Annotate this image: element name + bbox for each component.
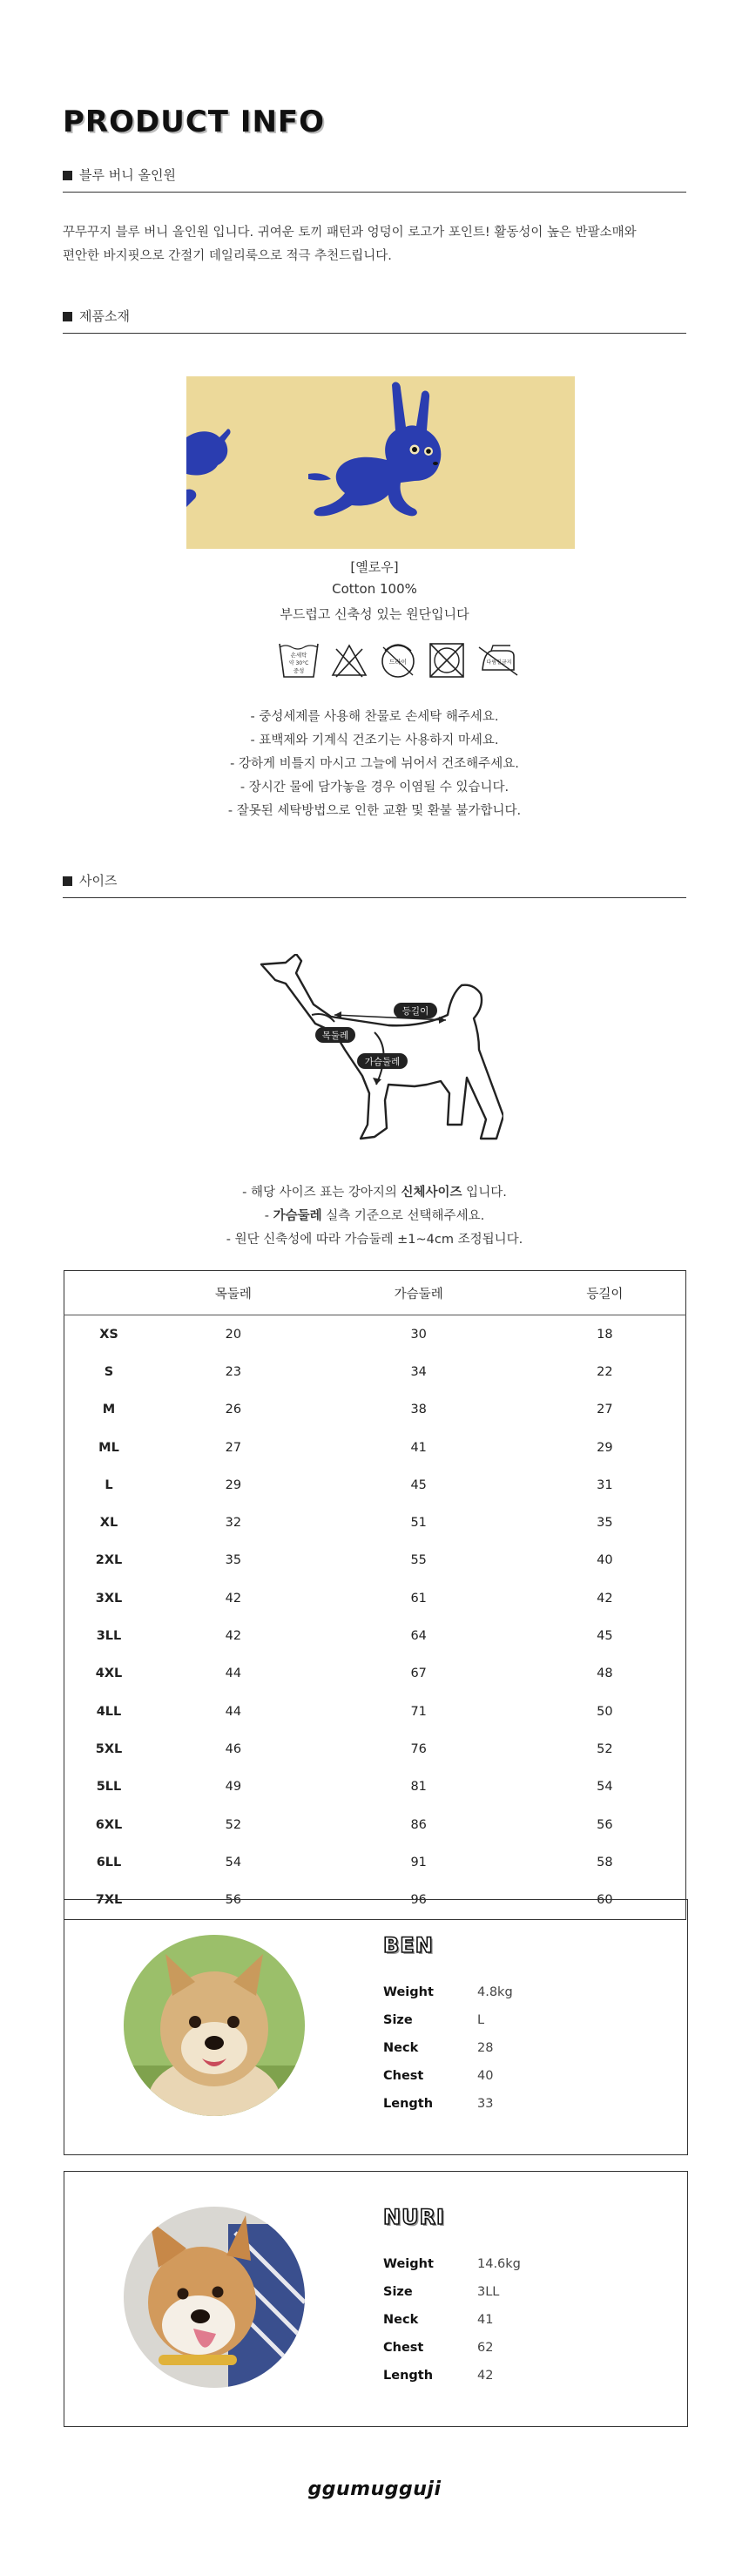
chest-cell: 38 — [410, 1403, 427, 1417]
neck-cell: 46 — [225, 1741, 242, 1756]
no-tumble-dry-icon — [427, 640, 467, 680]
table-row — [64, 1391, 686, 1429]
neck-cell: 49 — [225, 1780, 242, 1795]
model-spec-weight: Weight 14.6kg — [383, 2257, 521, 2271]
table-row — [64, 1655, 686, 1693]
back-length-cell: 42 — [597, 1591, 613, 1606]
chest-cell: 96 — [410, 1893, 427, 1908]
neck-cell: 35 — [225, 1553, 242, 1568]
table-row — [64, 1542, 686, 1579]
model-spec-chest: Chest 40 — [383, 2069, 494, 2083]
size-cell: 2XL — [95, 1553, 123, 1568]
hand-wash-icon — [277, 640, 321, 680]
model-photo-nuri — [124, 2207, 305, 2388]
care-note: - 장시간 물에 담가놓을 경우 이염될 수 있습니다. — [240, 781, 509, 794]
square-bullet-icon — [63, 876, 72, 886]
model-name: NURI — [383, 2205, 445, 2229]
size-notes — [0, 1181, 749, 1252]
table-row — [64, 1768, 686, 1806]
back-length-label: 등길이 — [401, 1006, 429, 1017]
model-card-nuri — [64, 2171, 688, 2427]
table-row — [64, 1617, 686, 1654]
size-cell: 6LL — [96, 1855, 122, 1869]
size-cell: XL — [99, 1516, 118, 1531]
fabric-description: 부드럽고 신축성 있는 원단입니다 — [280, 606, 469, 622]
back-length-cell: 50 — [597, 1704, 613, 1719]
chest-cell: 34 — [410, 1364, 427, 1379]
chest-cell: 86 — [410, 1817, 427, 1832]
table-row — [64, 1843, 686, 1881]
size-cell: M — [102, 1403, 116, 1417]
square-bullet-icon — [63, 312, 72, 321]
neck-cell: 54 — [225, 1855, 242, 1869]
size-cell: 3LL — [96, 1629, 122, 1644]
chest-cell: 51 — [410, 1516, 427, 1531]
neck-cell: 52 — [225, 1817, 242, 1832]
size-cell: 3XL — [95, 1591, 123, 1606]
intro-line: 꾸무꾸지 블루 버니 올인원 입니다. 귀여운 토끼 패턴과 엉덩이 로고가 포인트! 활동성이 높은 반팔소매와 — [63, 226, 637, 240]
back-length-cell: 31 — [597, 1477, 613, 1492]
care-note: - 잘못된 세탁방법으로 인한 교환 및 환불 불가합니다. — [227, 804, 522, 818]
size-note: - 해당 사이즈 표는 강아지의 신체사이즈 입니다. — [242, 1186, 507, 1200]
size-cell: ML — [98, 1440, 119, 1455]
neck-cell: 32 — [225, 1516, 242, 1531]
neck-label: 목둘레 — [321, 1031, 349, 1041]
neck-cell: 44 — [225, 1667, 242, 1681]
back-length-cell: 52 — [597, 1741, 613, 1756]
svg-text:손세탁: 손세탁 — [290, 652, 307, 659]
section-heading-intro — [63, 166, 686, 193]
square-bullet-icon — [63, 171, 72, 180]
neck-cell: 42 — [225, 1629, 242, 1644]
back-length-cell: 45 — [597, 1629, 613, 1644]
size-cell: 5XL — [95, 1741, 123, 1756]
intro-description — [63, 221, 686, 268]
model-spec-size: Size 3LL — [383, 2285, 500, 2299]
chest-cell: 61 — [410, 1591, 427, 1606]
section-heading-label: 블루 버니 올인원 — [79, 167, 176, 183]
svg-text:드라이: 드라이 — [388, 659, 408, 666]
table-row — [64, 1466, 686, 1504]
chest-cell: 76 — [410, 1741, 427, 1756]
dry-clean-icon — [378, 640, 418, 680]
size-cell: 5LL — [96, 1780, 122, 1795]
model-name: BEN — [383, 1933, 434, 1957]
model-spec-length: Length 33 — [383, 2097, 494, 2111]
chest-cell: 67 — [410, 1667, 427, 1681]
size-cell: 4LL — [96, 1704, 122, 1719]
care-notes — [0, 706, 749, 823]
back-length-cell: 48 — [597, 1667, 613, 1681]
model-photo-ben — [124, 1935, 305, 2116]
table-row — [64, 1579, 686, 1617]
size-cell: L — [105, 1477, 113, 1492]
size-table — [64, 1270, 686, 1920]
back-length-cell: 35 — [597, 1516, 613, 1531]
size-cell: 4XL — [95, 1667, 123, 1681]
back-length-cell: 22 — [597, 1364, 613, 1379]
chest-cell: 45 — [410, 1477, 427, 1492]
svg-text:다림질금지: 다림질금지 — [486, 659, 512, 666]
section-heading-label: 제품소재 — [79, 308, 130, 324]
back-length-cell: 29 — [597, 1440, 613, 1455]
care-note: - 표백제와 기계식 건조기는 사용하지 마세요. — [250, 734, 499, 747]
neck-cell: 42 — [225, 1591, 242, 1606]
chest-column-header: 가슴둘레 — [314, 1271, 524, 1315]
size-table-body — [64, 1315, 686, 1920]
care-note: - 강하게 비틀지 마시고 그늘에 뉘어서 건조해주세요. — [230, 757, 519, 771]
back-length-cell: 58 — [597, 1855, 613, 1869]
table-row — [64, 1730, 686, 1768]
neck-cell: 44 — [225, 1704, 242, 1719]
model-spec-weight: Weight 4.8kg — [383, 1985, 513, 1999]
size-cell: XS — [99, 1327, 118, 1342]
section-heading-label: 사이즈 — [79, 873, 118, 889]
neck-cell: 20 — [225, 1327, 242, 1342]
chest-cell: 64 — [410, 1629, 427, 1644]
page-title: PRODUCT INFO — [63, 105, 326, 139]
size-cell: S — [104, 1364, 114, 1379]
table-row — [64, 1693, 686, 1730]
brand-logo: ggumugguji — [307, 2478, 442, 2500]
no-bleach-icon — [329, 640, 369, 680]
care-icons-row — [277, 640, 510, 680]
dog-measurement-diagram — [251, 954, 503, 1172]
back-length-column-header: 등길이 — [524, 1271, 686, 1315]
model-spec-size: Size L — [383, 2013, 485, 2027]
table-row — [64, 1353, 686, 1390]
table-row — [64, 1429, 686, 1466]
neck-cell: 29 — [225, 1477, 242, 1492]
neck-cell: 26 — [225, 1403, 242, 1417]
model-spec-length: Length 42 — [383, 2369, 494, 2383]
chest-cell: 30 — [410, 1327, 427, 1342]
neck-cell: 27 — [225, 1440, 242, 1455]
fabric-color-name: [옐로우] — [350, 559, 399, 575]
model-card-ben — [64, 1899, 688, 2155]
model-spec-neck: Neck 28 — [383, 2041, 494, 2055]
model-spec-chest: Chest 62 — [383, 2341, 494, 2355]
svg-text:약 30°C: 약 30°C — [288, 660, 309, 666]
size-note: - 원단 신축성에 따라 가슴둘레 ±1~4cm 조정됩니다. — [226, 1233, 523, 1247]
back-length-cell: 54 — [597, 1780, 613, 1795]
care-note: - 중성세제를 사용해 찬물로 손세탁 해주세요. — [250, 710, 499, 724]
back-length-cell: 60 — [597, 1893, 613, 1908]
size-note: - 가슴둘레 실측 기준으로 선택해주세요. — [264, 1209, 485, 1223]
chest-cell: 91 — [410, 1855, 427, 1869]
back-length-cell: 40 — [597, 1553, 613, 1568]
size-cell: 6XL — [95, 1817, 123, 1832]
fabric-composition: Cotton 100% — [332, 581, 417, 597]
back-length-cell: 27 — [597, 1403, 613, 1417]
chest-cell: 71 — [410, 1704, 427, 1719]
table-row — [64, 1315, 686, 1354]
chest-cell: 41 — [410, 1440, 427, 1455]
neck-column-header: 목둘레 — [153, 1271, 314, 1315]
chest-label: 가슴둘레 — [364, 1057, 401, 1067]
neck-cell: 23 — [225, 1364, 242, 1379]
section-heading-material — [63, 307, 686, 334]
size-column-header — [64, 1271, 154, 1315]
back-length-cell: 56 — [597, 1817, 613, 1832]
back-length-cell: 18 — [597, 1327, 613, 1342]
neck-cell: 56 — [225, 1893, 242, 1908]
size-cell: 7XL — [95, 1893, 123, 1908]
fabric-swatch-image — [186, 376, 575, 549]
model-spec-neck: Neck 41 — [383, 2313, 494, 2327]
chest-cell: 55 — [410, 1553, 427, 1568]
no-iron-icon — [476, 640, 521, 680]
svg-text:중성: 중성 — [293, 667, 305, 674]
chest-cell: 81 — [410, 1780, 427, 1795]
size-table-header — [64, 1271, 686, 1315]
intro-line: 편안한 바지핏으로 간절기 데일리룩으로 적극 추천드립니다. — [63, 249, 392, 263]
section-heading-size — [63, 871, 686, 898]
table-row — [64, 1504, 686, 1541]
table-row — [64, 1806, 686, 1843]
